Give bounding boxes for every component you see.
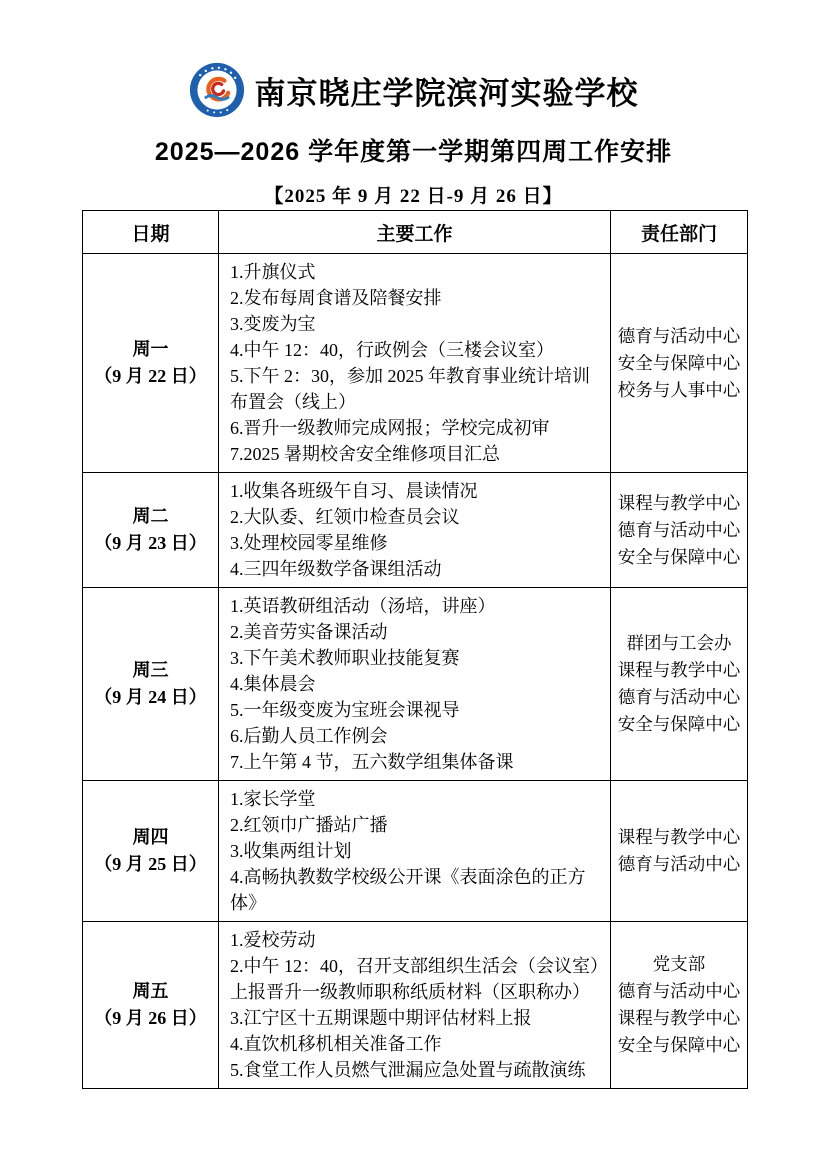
department-label: 党支部 <box>652 954 706 974</box>
work-item: 4.高畅执教数学校级公开课《表面涂色的正方体》 <box>230 867 586 913</box>
table-row <box>83 922 748 1089</box>
department-label: 安全与保障中心 <box>617 352 741 373</box>
work-item: 2.美音劳实备课活动 <box>230 622 388 642</box>
department-label: 德育与活动中心 <box>617 687 741 707</box>
date-label: （9 月 22 日） <box>94 366 207 386</box>
work-item: 7.上午第 4 节，五六数学组集体备课 <box>230 752 514 772</box>
department-label: 校务与人事中心 <box>617 379 741 400</box>
column-header-department: 责任部门 <box>611 211 748 254</box>
date-range: 【2025 年 9 月 22 日-9 月 26 日】 <box>264 186 563 207</box>
work-item: 5.下午 2：30，参加 2025 年教育事业统计培训布置会（线上） <box>230 366 590 412</box>
work-item: 3.江宁区十五期课题中期评估材料上报 <box>230 1008 532 1028</box>
weekday-label: 周五 <box>132 981 169 1001</box>
work-item: 3.收集两组计划 <box>230 841 352 861</box>
work-item: 上报晋升一级教师职称纸质材料（区职称办） <box>230 982 590 1002</box>
weekday-label: 周一 <box>132 339 169 359</box>
work-schedule-table <box>82 210 748 1089</box>
table-row <box>83 588 748 781</box>
departments-cell <box>611 781 748 922</box>
department-label: 德育与活动中心 <box>617 325 741 346</box>
column-header-date: 日期 <box>83 211 219 254</box>
departments-cell <box>611 254 748 473</box>
department-label: 课程与教学中心 <box>617 1008 741 1028</box>
department-label: 德育与活动中心 <box>617 519 741 540</box>
weekday-label: 周二 <box>132 506 169 526</box>
work-item: 1.家长学堂 <box>230 789 316 809</box>
work-item: 4.中午 12：40，行政例会（三楼会议室） <box>230 340 554 360</box>
work-item: 4.直饮机移机相关准备工作 <box>230 1034 442 1054</box>
work-item: 1.爱校劳动 <box>230 930 316 950</box>
work-item: 2.发布每周食谱及陪餐安排 <box>230 288 442 308</box>
work-item: 4.三四年级数学备课组活动 <box>230 559 442 579</box>
work-item: 3.下午美术教师职业技能复赛 <box>230 648 460 668</box>
date-label: （9 月 23 日） <box>94 533 207 553</box>
table-row <box>83 254 748 473</box>
column-header-work: 主要工作 <box>219 211 611 254</box>
work-items-cell <box>219 781 611 922</box>
work-item: 2.大队委、红领巾检查员会议 <box>230 507 460 527</box>
department-label: 德育与活动中心 <box>617 854 741 874</box>
table-header-row <box>83 211 748 254</box>
work-item: 5.食堂工作人员燃气泄漏应急处置与疏散演练 <box>230 1060 586 1080</box>
work-item: 5.一年级变废为宝班会课视导 <box>230 700 460 720</box>
department-label: 课程与教学中心 <box>617 492 741 513</box>
document-header <box>0 0 827 208</box>
date-cell <box>83 781 219 922</box>
work-item: 3.变废为宝 <box>230 314 316 334</box>
work-items-cell <box>219 922 611 1089</box>
date-label: （9 月 24 日） <box>94 687 207 707</box>
work-item: 1.升旗仪式 <box>230 262 316 282</box>
work-items-cell <box>219 254 611 473</box>
work-item: 6.后勤人员工作例会 <box>230 726 388 746</box>
date-cell <box>83 254 219 473</box>
title-row <box>0 62 827 118</box>
weekday-label: 周三 <box>132 660 169 680</box>
department-label: 安全与保障中心 <box>617 546 741 567</box>
department-label: 群团与工会办 <box>626 633 732 653</box>
work-item: 7.2025 暑期校舍安全维修项目汇总 <box>230 444 500 464</box>
school-name: 南京晓庄学院滨河实验学校 <box>254 75 639 111</box>
date-cell <box>83 588 219 781</box>
departments-cell <box>611 588 748 781</box>
department-label: 课程与教学中心 <box>617 827 741 847</box>
school-badge-icon <box>189 62 245 118</box>
work-item: 3.处理校园零星维修 <box>230 533 388 553</box>
date-label: （9 月 25 日） <box>94 854 207 874</box>
work-item: 2.中午 12：40，召开支部组织生活会（会议室） <box>230 956 608 976</box>
work-item: 1.收集各班级午自习、晨读情况 <box>230 481 478 501</box>
departments-cell <box>611 922 748 1089</box>
work-items-cell <box>219 588 611 781</box>
work-item: 6.晋升一级教师完成网报；学校完成初审 <box>230 418 550 438</box>
department-label: 德育与活动中心 <box>617 981 741 1001</box>
department-label: 课程与教学中心 <box>617 660 741 680</box>
department-label: 安全与保障中心 <box>617 1035 741 1055</box>
work-item: 2.红领巾广播站广播 <box>230 815 388 835</box>
document-subtitle: 2025—2026 学年度第一学期第四周工作安排 <box>154 138 673 166</box>
date-cell <box>83 922 219 1089</box>
table-row <box>83 473 748 588</box>
work-item: 4.集体晨会 <box>230 674 316 694</box>
work-item: 1.英语教研组活动（汤培，讲座） <box>230 596 496 616</box>
weekday-label: 周四 <box>132 827 169 847</box>
department-label: 安全与保障中心 <box>617 714 741 734</box>
departments-cell <box>611 473 748 588</box>
work-items-cell <box>219 473 611 588</box>
table-row <box>83 781 748 922</box>
date-cell <box>83 473 219 588</box>
date-label: （9 月 26 日） <box>94 1008 207 1028</box>
